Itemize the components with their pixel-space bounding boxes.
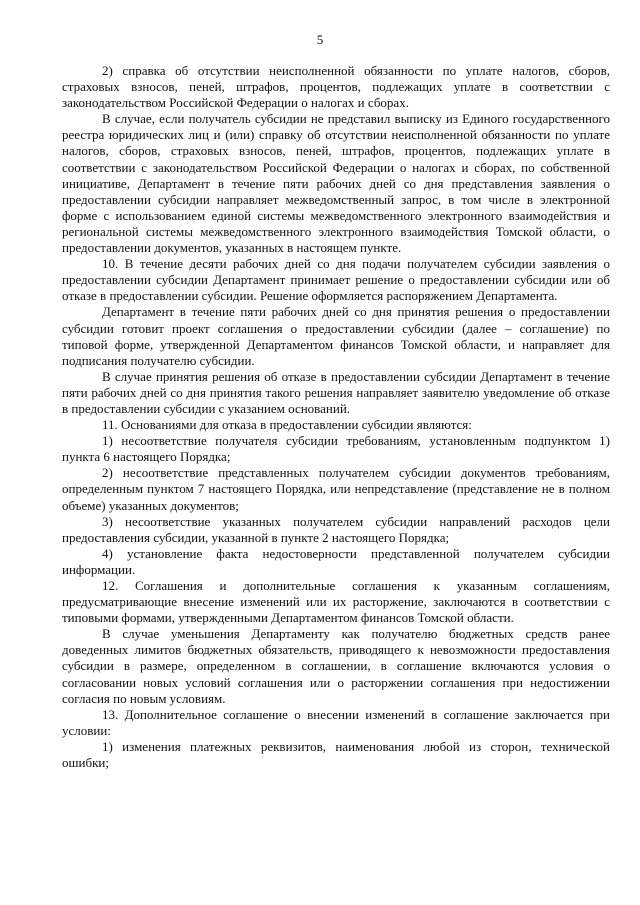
paragraph-limits-reduction: В случае уменьшения Департаменту как получателю бюджетных средств ранее доведенных лимитов бюджетных обязательств, приводящего к невозможности предоставления субсидии в размере, определенном в соглашении, в соглашение включаются условия о согласовании новых условий соглашения или о расторжении соглашения при недостижении согласия по новым условиям. [62, 626, 610, 706]
paragraph-refusal-ground-3: 3) несоответствие указанных получателем субсидии направлений расходов цели предоставления субсидии, указанной в пункте 2 настоящего Порядка; [62, 513, 610, 545]
paragraph-refusal-ground-2: 2) несоответствие представленных получателем субсидии документов требованиям, определенным пунктом 7 настоящего Порядка, или непредставление (представление не в полном объеме) указанных документов; [62, 465, 610, 513]
paragraph-clause-11: 11. Основаниями для отказа в предоставлении субсидии являются: [102, 417, 472, 433]
paragraph-interagency-request: В случае, если получатель субсидии не представил выписку из Единого государственного реестра юридических лиц и (или) справку об отсутствии неисполненной обязанности по уплате налогов, сборов, страховых взносов, пеней, штрафов, процентов, подлежащих уплате в соответствии с законодательством Российской Федерации о налогах и сборах, по собственной инициативе, Департамент в течение пяти рабочих дней со дня представления заявления о предоставлении субсидии направляет межведомственный запрос, в том числе в электронной форме с использованием единой системы межведомственного электронного взаимодействия и региональной системы межведомственного электронного взаимодействия Томской области, о предоставлении документов, указанных в настоящем пункте. [62, 111, 610, 256]
paragraph-refusal-notice: В случае принятия решения об отказе в предоставлении субсидии Департамент в течение пяти рабочих дней со дня принятия такого решения направляет заявителю уведомление об отказе в предоставлении субсидии с указанием оснований. [62, 368, 610, 416]
paragraph-agreement-draft: Департамент в течение пяти рабочих дней со дня принятия решения о предоставлении субсидии готовит проект соглашения о предоставлении субсидии (далее – соглашение) по типовой форме, утвержденной Департаментом финансов Томской области, и направляет для подписания получателю субсидии. [62, 304, 610, 368]
document-body [62, 63, 610, 771]
page-number: 5 [316, 32, 324, 47]
paragraph-clause-12: 12. Соглашения и дополнительные соглашения к указанным соглашениям, предусматривающие внесение изменений или их расторжение, заключаются в соответствии с типовыми формами, утвержденными Департаментом финансов Томской области. [62, 578, 610, 626]
paragraph-refusal-ground-1: 1) несоответствие получателя субсидии требованиям, установленным подпунктом 1) пункта 6 настоящего Порядка; [62, 433, 610, 465]
paragraph-clause-10: 10. В течение десяти рабочих дней со дня подачи получателем субсидии заявления о предоставлении субсидии Департамент принимает решение о предоставлении субсидии или об отказе в предоставлении субсидии. Решение оформляется распоряжением Департамента. [62, 256, 610, 304]
paragraph-refusal-ground-4: 4) установление факта недостоверности представленной получателем субсидии информации. [62, 545, 610, 577]
paragraph-amendment-condition-1: 1) изменения платежных реквизитов, наименования любой из сторон, технической ошибки; [62, 738, 610, 771]
paragraph-clause-13: 13. Дополнительное соглашение о внесении изменений в соглашение заключается при условии: [62, 706, 610, 738]
paragraph-item-2-certificate: 2) справка об отсутствии неисполненной обязанности по уплате налогов, сборов, страховых взносов, пеней, штрафов, процентов, подлежащих уплате в соответствии с законодательством Российской Федерации о налогах и сборах. [62, 63, 610, 111]
